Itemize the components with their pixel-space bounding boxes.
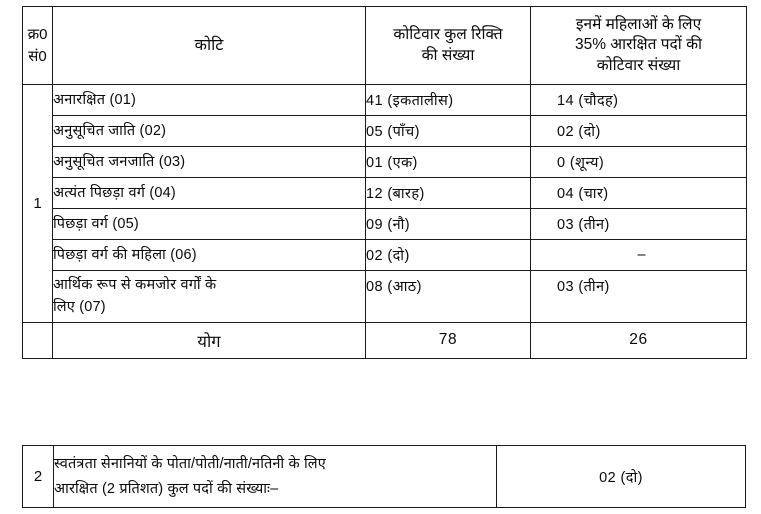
table-total-row <box>23 322 747 358</box>
freedom-fighter-table <box>22 445 746 508</box>
women-reserved-cell: 14 (चौदह) <box>531 85 747 116</box>
header-serial-number <box>23 7 53 85</box>
women-reserved-sum: 26 <box>531 322 747 358</box>
header-category: कोटि <box>53 7 366 85</box>
reservation-table <box>22 6 747 359</box>
category-cell: अनुसूचित जाति (02) <box>53 116 366 147</box>
total-vacancy-cell: 41 (इकतालीस) <box>366 85 531 116</box>
header-women-reserved <box>531 7 747 85</box>
category-line2: लिए (07) <box>53 299 106 316</box>
header-serial-line2: सं0 <box>28 47 47 65</box>
category-cell: अनुसूचित जनजाति (03) <box>53 147 366 178</box>
total-vacancy-cell: 08 (आठ) <box>366 271 531 323</box>
table-row <box>23 271 747 323</box>
total-row-label: योग <box>53 322 366 358</box>
table-row <box>23 147 747 178</box>
women-reserved-cell: 03 (तीन) <box>531 271 747 323</box>
header-women-line3: कोटिवार संख्या <box>596 56 681 74</box>
total-vacancy-sum: 78 <box>366 322 531 358</box>
category-cell <box>53 271 366 323</box>
serial-number-cell: 1 <box>23 85 53 323</box>
table-row <box>23 178 747 209</box>
header-total-vacancy-line2: की संख्या <box>421 46 475 64</box>
women-reserved-cell: 04 (चार) <box>531 178 747 209</box>
header-serial-line1: क्र0 <box>27 25 48 43</box>
category-cell: अनारक्षित (01) <box>53 85 366 116</box>
women-reserved-cell: – <box>531 240 747 271</box>
header-total-vacancy <box>366 7 531 85</box>
table-row <box>23 209 747 240</box>
freedom-fighter-value: 02 (दो) <box>497 446 746 508</box>
women-reserved-cell: 0 (शून्य) <box>531 147 747 178</box>
table-header-row <box>23 7 747 85</box>
category-cell: पिछड़ा वर्ग की महिला (06) <box>53 240 366 271</box>
category-line1: आर्थिक रूप से कमजोर वर्गों के <box>53 277 217 293</box>
total-vacancy-cell: 09 (नौ) <box>366 209 531 240</box>
header-total-vacancy-line1: कोटिवार कुल रिक्ति <box>393 26 503 44</box>
table-row <box>23 85 747 116</box>
women-reserved-cell: 03 (तीन) <box>531 209 747 240</box>
total-vacancy-cell: 05 (पाँच) <box>366 116 531 147</box>
description-cell <box>54 446 497 508</box>
category-cell: पिछड़ा वर्ग (05) <box>53 209 366 240</box>
description-line1: स्वतंत्रता सेनानियों के पोता/पोती/नाती/नतिनी के लिए <box>54 455 326 472</box>
total-vacancy-cell: 02 (दो) <box>366 240 531 271</box>
total-vacancy-cell: 12 (बारह) <box>366 178 531 209</box>
table-row <box>23 446 746 508</box>
category-cell: अत्यंत पिछड़ा वर्ग (04) <box>53 178 366 209</box>
total-vacancy-cell: 01 (एक) <box>366 147 531 178</box>
women-reserved-cell: 02 (दो) <box>531 116 747 147</box>
description-line2: आरक्षित (2 प्रतिशत) कुल पदों की संख्याः– <box>54 480 279 497</box>
serial-number-cell: 2 <box>23 446 54 508</box>
header-women-line2: 35% आरक्षित पदों की <box>574 36 703 54</box>
total-row-serial-blank <box>23 322 53 358</box>
table-row <box>23 240 747 271</box>
header-women-line1: इनमें महिलाओं के लिए <box>575 15 702 33</box>
table-row <box>23 116 747 147</box>
